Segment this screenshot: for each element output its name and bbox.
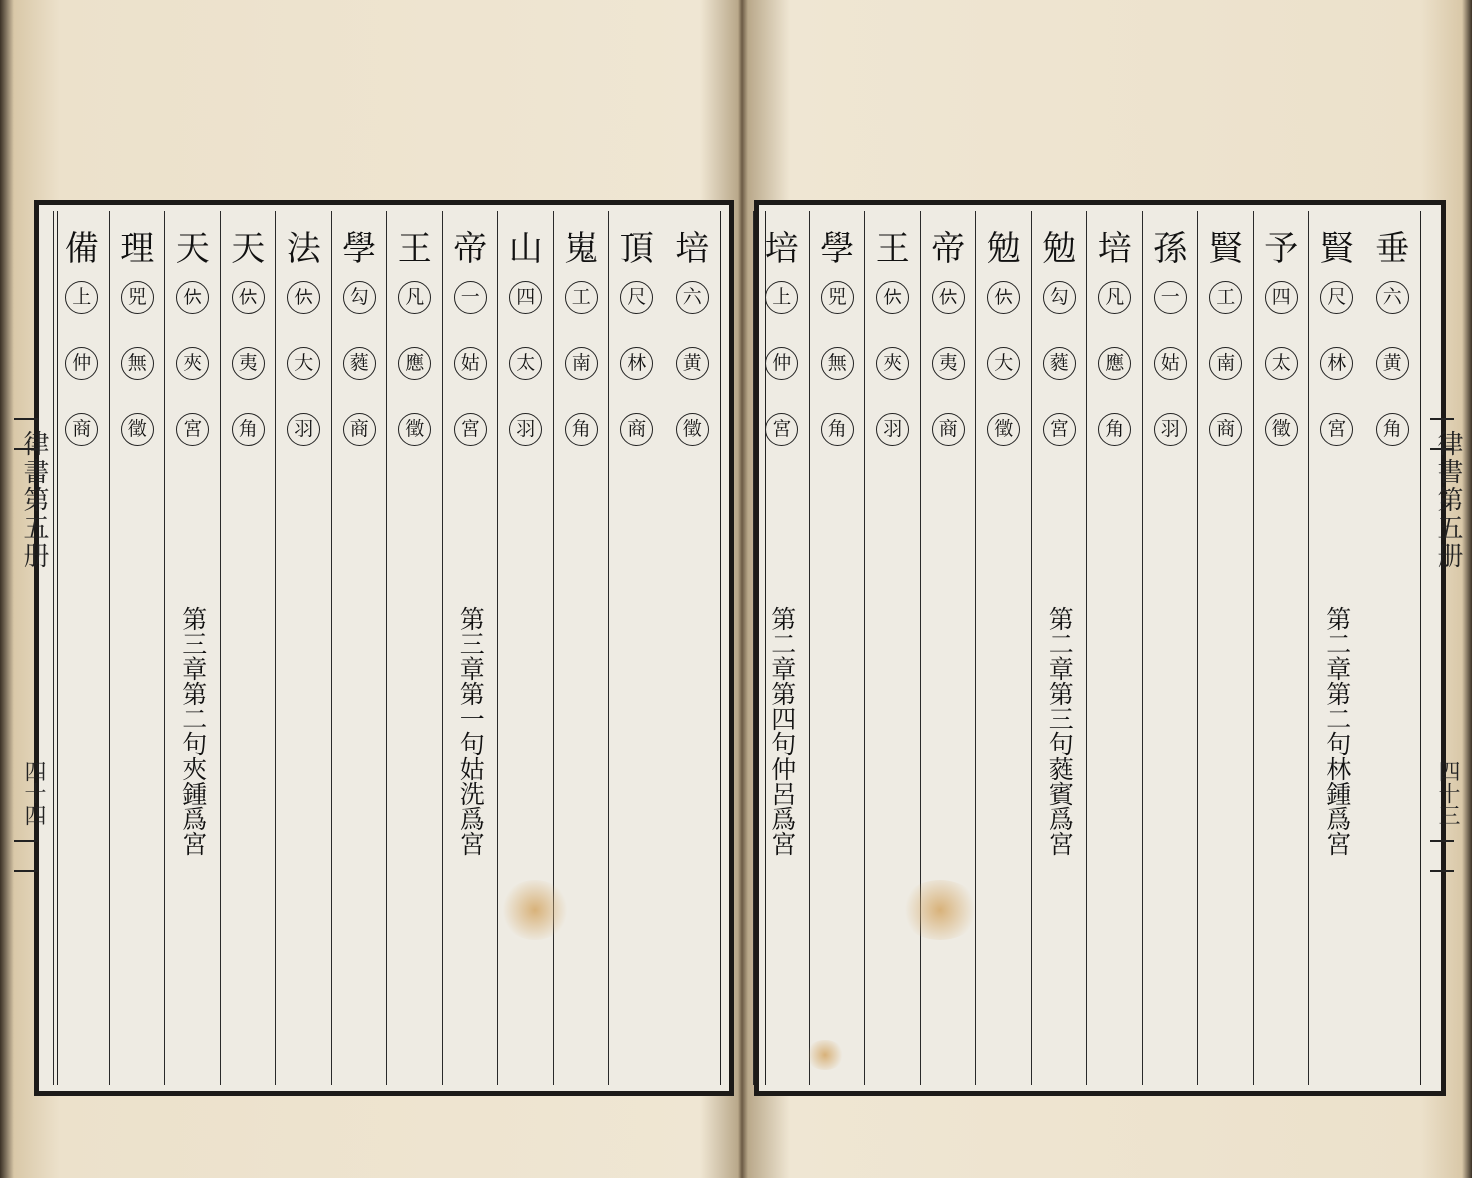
circled-notation: 宮 bbox=[1043, 413, 1076, 446]
lyric-character: 孫 bbox=[1153, 229, 1188, 269]
circled-notation: 林 bbox=[1320, 347, 1353, 380]
circled-notation: 羽 bbox=[1154, 413, 1187, 446]
lyric-character: 山 bbox=[508, 229, 543, 269]
circled-notation: 夾 bbox=[176, 347, 209, 380]
circled-notation: 兕 bbox=[121, 281, 154, 314]
circled-notation: 工 bbox=[565, 281, 598, 314]
circled-notation-group bbox=[1087, 281, 1143, 479]
text-column bbox=[665, 211, 721, 1085]
circled-notation-group bbox=[665, 281, 721, 479]
circled-notation: 上 bbox=[65, 281, 98, 314]
circled-notation: 羽 bbox=[287, 413, 320, 446]
circled-notation: 蕤 bbox=[1043, 347, 1076, 380]
circled-notation: 上 bbox=[765, 281, 798, 314]
text-column bbox=[1031, 211, 1088, 1085]
circled-notation-group bbox=[1143, 281, 1199, 479]
circled-notation-group bbox=[1198, 281, 1254, 479]
circled-notation: 姑 bbox=[1154, 347, 1187, 380]
circled-notation: 應 bbox=[1098, 347, 1131, 380]
left-fishtail-mark-bottom bbox=[14, 840, 38, 872]
text-column bbox=[1365, 211, 1421, 1085]
right-fishtail-mark-bottom bbox=[1430, 840, 1454, 872]
circled-notation: 羽 bbox=[876, 413, 909, 446]
section-caption-wrap bbox=[1032, 606, 1088, 856]
circled-notation: 一 bbox=[454, 281, 487, 314]
lyric-character: 理 bbox=[120, 229, 155, 269]
circled-notation-group bbox=[754, 281, 810, 479]
text-column bbox=[386, 211, 443, 1085]
text-column bbox=[920, 211, 977, 1085]
text-column bbox=[442, 211, 499, 1085]
lyric-character: 垂 bbox=[1375, 229, 1410, 269]
left-page bbox=[14, 0, 736, 1178]
circled-notation: 宮 bbox=[454, 413, 487, 446]
lyric-character: 王 bbox=[397, 229, 432, 269]
circled-notation-group bbox=[976, 281, 1032, 479]
circled-notation: 仲 bbox=[765, 347, 798, 380]
lyric-character: 帝 bbox=[931, 229, 966, 269]
circled-notation-group bbox=[810, 281, 866, 479]
circled-notation: 太 bbox=[1265, 347, 1298, 380]
left-page-columns bbox=[57, 211, 721, 1085]
text-column bbox=[975, 211, 1032, 1085]
circled-notation: 商 bbox=[343, 413, 376, 446]
lyric-character: 備 bbox=[64, 229, 99, 269]
circled-notation-group bbox=[609, 281, 665, 479]
circled-notation-group bbox=[332, 281, 388, 479]
circled-notation-group bbox=[165, 281, 221, 479]
section-caption: 第二章第四句仲呂爲宮 bbox=[767, 606, 797, 856]
circled-notation: 六 bbox=[1376, 281, 1409, 314]
lyric-character: 天 bbox=[231, 229, 266, 269]
circled-notation: 黄 bbox=[676, 347, 709, 380]
circled-notation: 商 bbox=[932, 413, 965, 446]
circled-notation: 大 bbox=[987, 347, 1020, 380]
circled-notation: 夷 bbox=[932, 347, 965, 380]
circled-notation-group bbox=[554, 281, 610, 479]
circled-notation: 𠆾 bbox=[232, 281, 265, 314]
right-fishtail-mark-top bbox=[1430, 418, 1454, 450]
lyric-character: 嵬 bbox=[564, 229, 599, 269]
circled-notation-group bbox=[921, 281, 977, 479]
text-column bbox=[864, 211, 921, 1085]
circled-notation: 商 bbox=[1209, 413, 1242, 446]
lyric-character: 勉 bbox=[986, 229, 1021, 269]
circled-notation: 尺 bbox=[1320, 281, 1353, 314]
circled-notation-group bbox=[1254, 281, 1310, 479]
circled-notation: 徵 bbox=[1265, 413, 1298, 446]
left-gutter-page-number: 四十四 bbox=[21, 760, 46, 826]
circled-notation: 𠆾 bbox=[287, 281, 320, 314]
section-caption-wrap bbox=[754, 606, 810, 856]
paper-stain bbox=[500, 880, 570, 940]
lyric-character: 學 bbox=[820, 229, 855, 269]
right-page-columns bbox=[765, 211, 1421, 1085]
section-caption-wrap bbox=[165, 606, 221, 856]
section-caption: 第二章第三句蕤賓爲宮 bbox=[1045, 606, 1075, 856]
circled-notation: 姑 bbox=[454, 347, 487, 380]
text-column bbox=[331, 211, 388, 1085]
circled-notation-group bbox=[110, 281, 166, 479]
circled-notation: 徵 bbox=[121, 413, 154, 446]
circled-notation: 南 bbox=[1209, 347, 1242, 380]
circled-notation: 宮 bbox=[765, 413, 798, 446]
circled-notation: 工 bbox=[1209, 281, 1242, 314]
circled-notation-group bbox=[1032, 281, 1088, 479]
circled-notation: 應 bbox=[398, 347, 431, 380]
left-gutter-title: 律書第五册 bbox=[19, 430, 49, 570]
lyric-character: 予 bbox=[1264, 229, 1299, 269]
lyric-character: 帝 bbox=[453, 229, 488, 269]
lyric-character: 賢 bbox=[1319, 229, 1354, 269]
paper-stain bbox=[805, 1040, 845, 1070]
circled-notation-group bbox=[54, 281, 110, 479]
text-column bbox=[53, 211, 110, 1085]
circled-notation: 蕤 bbox=[343, 347, 376, 380]
text-column bbox=[608, 211, 665, 1085]
text-column bbox=[1308, 211, 1365, 1085]
circled-notation: 大 bbox=[287, 347, 320, 380]
lyric-character: 頂 bbox=[619, 229, 654, 269]
section-caption-wrap bbox=[1309, 606, 1365, 856]
circled-notation: 宮 bbox=[1320, 413, 1353, 446]
circled-notation: 一 bbox=[1154, 281, 1187, 314]
text-column bbox=[809, 211, 866, 1085]
circled-notation: 四 bbox=[1265, 281, 1298, 314]
circled-notation: 勾 bbox=[1043, 281, 1076, 314]
circled-notation-group bbox=[387, 281, 443, 479]
circled-notation: 兕 bbox=[821, 281, 854, 314]
circled-notation: 𠆾 bbox=[876, 281, 909, 314]
circled-notation: 無 bbox=[121, 347, 154, 380]
section-caption-wrap bbox=[443, 606, 499, 856]
text-column bbox=[553, 211, 610, 1085]
text-column bbox=[275, 211, 332, 1085]
text-column bbox=[1197, 211, 1254, 1085]
circled-notation: 黄 bbox=[1376, 347, 1409, 380]
lyric-character: 天 bbox=[175, 229, 210, 269]
section-caption: 第二章第二句林鍾爲宮 bbox=[1322, 606, 1352, 856]
circled-notation: 六 bbox=[676, 281, 709, 314]
text-column bbox=[1086, 211, 1143, 1085]
circled-notation: 凡 bbox=[1098, 281, 1131, 314]
circled-notation: 太 bbox=[509, 347, 542, 380]
circled-notation: 角 bbox=[1098, 413, 1131, 446]
circled-notation-group bbox=[865, 281, 921, 479]
circled-notation: 徵 bbox=[676, 413, 709, 446]
lyric-character: 王 bbox=[875, 229, 910, 269]
circled-notation: 南 bbox=[565, 347, 598, 380]
lyric-character: 賢 bbox=[1208, 229, 1243, 269]
text-column bbox=[220, 211, 277, 1085]
circled-notation: 𠆾 bbox=[987, 281, 1020, 314]
circled-notation-group bbox=[443, 281, 499, 479]
text-column bbox=[1253, 211, 1310, 1085]
circled-notation: 徵 bbox=[987, 413, 1020, 446]
left-page-frame bbox=[34, 200, 734, 1096]
circled-notation: 𠆾 bbox=[176, 281, 209, 314]
circled-notation: 角 bbox=[565, 413, 598, 446]
circled-notation: 角 bbox=[1376, 413, 1409, 446]
circled-notation-group bbox=[1309, 281, 1365, 479]
text-column bbox=[1142, 211, 1199, 1085]
circled-notation: 角 bbox=[821, 413, 854, 446]
lyric-character: 法 bbox=[286, 229, 321, 269]
paper-stain bbox=[900, 880, 980, 940]
circled-notation: 徵 bbox=[398, 413, 431, 446]
circled-notation-group bbox=[276, 281, 332, 479]
circled-notation: 四 bbox=[509, 281, 542, 314]
circled-notation: 無 bbox=[821, 347, 854, 380]
section-caption: 第三章第二句夾鍾爲宮 bbox=[178, 606, 208, 856]
text-column bbox=[164, 211, 221, 1085]
circled-notation-group bbox=[1365, 281, 1421, 479]
circled-notation: 羽 bbox=[509, 413, 542, 446]
right-page-frame bbox=[754, 200, 1446, 1096]
text-column bbox=[753, 211, 810, 1085]
circled-notation: 夾 bbox=[876, 347, 909, 380]
right-gutter-page-number: 四十三 bbox=[1435, 760, 1460, 826]
circled-notation: 宮 bbox=[176, 413, 209, 446]
right-page bbox=[748, 0, 1463, 1178]
circled-notation: 仲 bbox=[65, 347, 98, 380]
circled-notation: 商 bbox=[65, 413, 98, 446]
lyric-character: 培 bbox=[1097, 229, 1132, 269]
circled-notation-group bbox=[221, 281, 277, 479]
circled-notation: 林 bbox=[620, 347, 653, 380]
circled-notation-group bbox=[498, 281, 554, 479]
circled-notation: 凡 bbox=[398, 281, 431, 314]
text-column bbox=[497, 211, 554, 1085]
right-gutter-title: 律書第五册 bbox=[1433, 430, 1463, 570]
circled-notation: 角 bbox=[232, 413, 265, 446]
circled-notation: 商 bbox=[620, 413, 653, 446]
text-column bbox=[109, 211, 166, 1085]
circled-notation: 𠆾 bbox=[932, 281, 965, 314]
circled-notation: 夷 bbox=[232, 347, 265, 380]
lyric-character: 勉 bbox=[1042, 229, 1077, 269]
lyric-character: 學 bbox=[342, 229, 377, 269]
lyric-character: 培 bbox=[764, 229, 799, 269]
section-caption: 第三章第一句姑洗爲宮 bbox=[456, 606, 486, 856]
circled-notation: 勾 bbox=[343, 281, 376, 314]
circled-notation: 尺 bbox=[620, 281, 653, 314]
left-fishtail-mark-top bbox=[14, 418, 38, 450]
lyric-character: 培 bbox=[675, 229, 710, 269]
